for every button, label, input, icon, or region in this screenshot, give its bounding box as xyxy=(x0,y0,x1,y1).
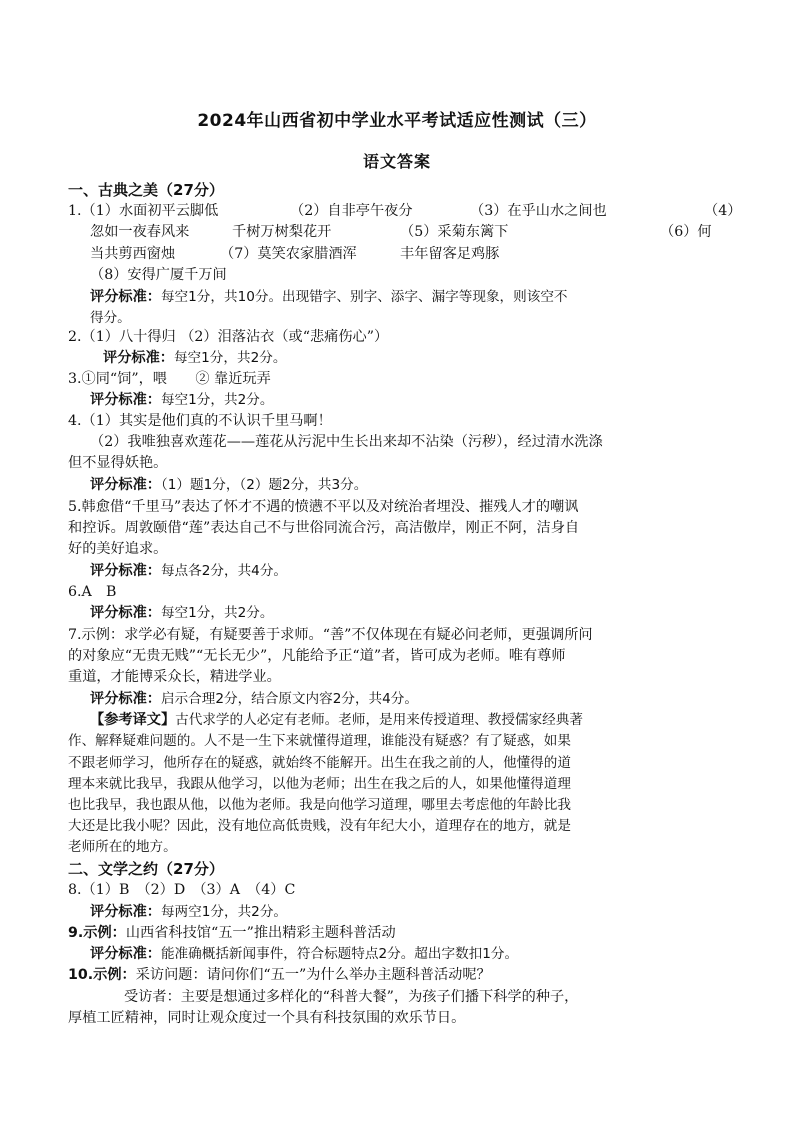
scoring-label: 评分标准： xyxy=(90,904,161,920)
q1-answer-6: 当共剪西窗烛 xyxy=(90,246,176,262)
q4-answer-2-cont: 但不显得妖艳。 xyxy=(68,455,168,471)
q9-scoring xyxy=(90,944,518,964)
q10-question: 采访问题：请问你们“五一”为什么举办主题科普活动呢？ xyxy=(135,967,491,983)
example-label: 9.示例： xyxy=(68,925,126,941)
scoring-label: 评分标准： xyxy=(90,289,161,305)
q5-answer-1: 5.韩愈借“千里马”表达了怀才不遇的愤懑不平以及对统治者埋没、摧残人才的嘲讽 xyxy=(68,499,579,515)
scoring-text: 每空1分，共2分。 xyxy=(160,605,274,621)
scoring-text: 每点各2分，共4分。 xyxy=(160,563,288,579)
section-heading-1: 一、古典之美（27分） xyxy=(68,181,224,199)
q4-scoring xyxy=(90,475,367,495)
section-heading-2: 二、文学之约（27分） xyxy=(68,860,224,878)
q8-answer: 8.（1）B （2）D （3）A （4）C xyxy=(68,882,296,898)
q5-answer-2: 和控诉。周敦颐借“莲”表达自己不与世俗同流合污，高洁傲岸，刚正不阿，洁身自 xyxy=(68,520,580,536)
q7-reference-line-2: 作、解释疑难问题的。人不是一生下来就懂得道理，谁能没有疑惑？有了疑惑，如果 xyxy=(68,733,571,749)
scoring-text: 每空1分，共10分。出现错字、别字、添字、漏字等现象，则该空不 xyxy=(160,289,568,305)
scoring-text: 启示合理2分，结合原文内容2分，共4分。 xyxy=(160,691,418,707)
q4-answer-1: 4.（1）其实是他们真的不认识千里马啊！ xyxy=(68,413,332,429)
q7-reference-line-3: 不跟老师学习，他所存在的疑惑，就始终不能解开。出生在我之前的人，他懂得的道 xyxy=(68,755,571,771)
page-subtitle: 语文答案 xyxy=(362,152,431,171)
q7-reference-translation xyxy=(90,710,583,730)
q1-answer-4b: 千树万树梨花开 xyxy=(232,224,332,240)
q7-answer-2: 的对象应“无贵无贱”“无长无少”，凡能给予正“道”者，皆可成为老师。唯有尊师 xyxy=(68,648,566,664)
scoring-label: 评分标准： xyxy=(90,605,161,621)
q1-answer-7a: （7）莫笑农家腊酒浑 xyxy=(220,246,357,262)
q10-response-1: 受访者：主要是想通过多样化的“科普大餐”，为孩子们播下科学的种子， xyxy=(124,989,579,1005)
q1-answer-4a: 忽如一夜春风来 xyxy=(90,224,190,240)
q1-answer-7b: 丰年留客足鸡豚 xyxy=(400,246,500,262)
q4-answer-2: （2）我唯独喜欢莲花——莲花从污泥中生长出来却不沾染（污秽），经过清水洗涤 xyxy=(90,434,603,450)
scoring-label: 评分标准： xyxy=(90,477,161,493)
q1-answer-6-label: （6）何 xyxy=(660,224,712,240)
q1-answer-5: （5）采菊东篱下 xyxy=(400,224,509,240)
q7-reference-line-7: 老师所在的地方。 xyxy=(68,839,177,855)
scoring-text: 每空1分，共2分。 xyxy=(173,350,287,366)
q8-scoring xyxy=(90,902,287,922)
scoring-label: 评分标准： xyxy=(90,563,161,579)
q7-reference-line-5: 也比我早，我也跟从他，以他为老师。我是向他学习道理，哪里去考虑他的年龄比我 xyxy=(68,797,571,813)
q1-answer-3: （3）在乎山水之间也 xyxy=(470,203,607,219)
scoring-label: 评分标准： xyxy=(90,392,161,408)
q1-answer-8: （8）安得广厦千万间 xyxy=(90,267,227,283)
example-label: 10.示例： xyxy=(68,967,136,983)
scoring-text: 能准确概括新闻事件，符合标题特点2分。超出字数扣1分。 xyxy=(160,946,519,962)
scoring-label: 评分标准： xyxy=(90,691,161,707)
q3-scoring xyxy=(90,390,273,410)
q1-answer-2: （2）自非亭午夜分 xyxy=(290,203,413,219)
scoring-text: 每空1分，共2分。 xyxy=(160,392,274,408)
q9-text: 山西省科技馆“五一”推出精彩主题科普活动 xyxy=(125,925,396,941)
scoring-text: 每两空1分，共2分。 xyxy=(160,904,288,920)
q7-answer-1: 7.示例：求学必有疑，有疑要善于求师。“善”不仅体现在有疑必问老师，更强调所问 xyxy=(68,627,593,643)
q10-response-2: 厚植工匠精神，同时让观众度过一个具有科技氛围的欢乐节日。 xyxy=(68,1010,466,1026)
q7-scoring xyxy=(90,689,418,709)
scoring-text: （1）题1分，（2）题2分，共3分。 xyxy=(160,477,368,493)
q1-answer-4-label: （4） xyxy=(704,203,742,219)
q5-scoring xyxy=(90,561,287,581)
q6-answer: 6.A B xyxy=(68,584,117,600)
q9-answer xyxy=(68,923,396,943)
q3-answer: 3.①同“饲”，喂 ② 靠近玩弄 xyxy=(68,371,271,387)
scoring-label: 评分标准： xyxy=(103,350,174,366)
q1-scoring xyxy=(90,287,568,307)
page-title: 2024年山西省初中学业水平考试适应性测试（三） xyxy=(197,111,597,131)
q1-scoring-cont: 得分。 xyxy=(90,310,131,326)
q2-scoring xyxy=(103,348,286,368)
q7-reference-line-4: 理本来就比我早，我跟从他学习，以他为老师；出生在我之后的人，如果他懂得道理 xyxy=(68,776,571,792)
q7-answer-3: 重道，才能博采众长，精进学业。 xyxy=(68,669,281,685)
q5-answer-3: 好的美好追求。 xyxy=(68,541,168,557)
scoring-label: 评分标准： xyxy=(90,946,161,962)
q10-answer xyxy=(68,965,491,985)
q6-scoring xyxy=(90,603,273,623)
reference-text: 古代求学的人必定有老师。老师，是用来传授道理、教授儒家经典著 xyxy=(175,712,583,728)
reference-label: 【参考译文】 xyxy=(90,712,176,728)
q1-answer-1: 1.（1）水面初平云脚低 xyxy=(68,203,219,219)
q2-answer: 2.（1）八十得归 （2）泪落沾衣（或“悲痛伤心”） xyxy=(68,329,389,345)
q7-reference-line-6: 大还是比我小呢？因此，没有地位高低贵贱，没有年纪大小，道理存在的地方，就是 xyxy=(68,818,571,834)
